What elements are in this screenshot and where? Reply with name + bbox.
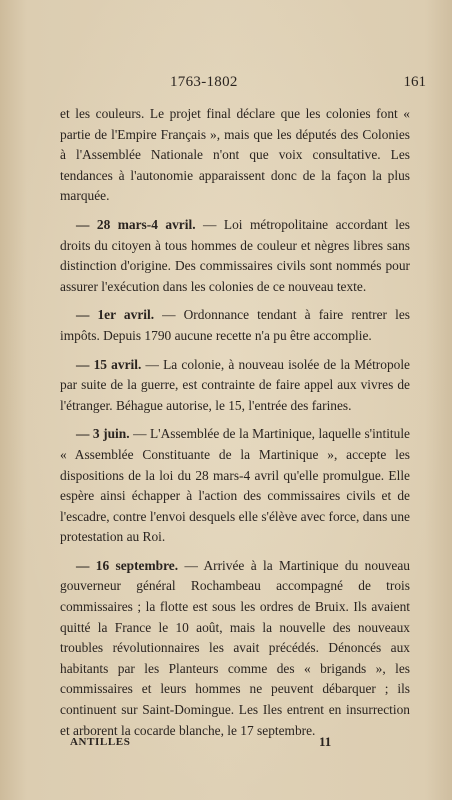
- entry-text: — Ordonnance tendant à faire rentrer les impôts. Depuis 1790 aucune recette n'a pu être accomplie.: [60, 307, 410, 343]
- entry-date: — 1er avril.: [76, 307, 155, 323]
- entry-text: — La colonie, à nouveau isolée de la Métropole par suite de la guerre, est contrainte de faire appel aux vivres de l'étranger. Béhague autorise, le 15, l'entrée des farines.: [60, 356, 410, 413]
- entry-text: — Loi métropolitaine accordant les droits du citoyen à tous hommes de couleur et nègres libres sans distinction d'origine. Des commissaires civils sont nommés pour assurer l'exécution dans les colonies de ce nouveau texte.: [60, 216, 410, 294]
- chronology-entry-1er-avril: [60, 305, 410, 346]
- entry-date: — 3 juin.: [76, 426, 130, 442]
- signature-label: ANTILLES: [70, 736, 131, 748]
- signature-mark: [60, 734, 410, 754]
- entry-date: — 15 avril.: [76, 356, 142, 372]
- chronology-entry-28-mars: [60, 215, 410, 297]
- chronology-entry-15-avril: [60, 355, 410, 417]
- entry-date: — 16 septembre.: [76, 557, 179, 573]
- entry-date: — 28 mars-4 avril.: [76, 216, 196, 232]
- entry-text: — L'Assemblée de la Martinique, laquelle s'intitule « Assemblée Constituante de la Martinique », accepte les dispositions de la loi du 28 mars-4 avril qu'elle promulgue. Elle espère ainsi échapper à l'action des commissaires civils et de l'escadre, contre l'envoi desquels elle s'élève avec force, dans une protestation au Roi.: [60, 426, 410, 545]
- running-header: [60, 74, 432, 96]
- chronology-entry-3-juin: [60, 424, 410, 548]
- paragraph-continuation: [60, 104, 410, 207]
- entry-text: — Arrivée à la Martinique du nouveau gouverneur général Rochambeau accompagné de trois commissaires ; la flotte est sous les ordres de Bruix. Ils avaient quitté la France le 10 août, mais la nouvelle des nouveaux troubles révolutionnaires les avait précédés. Dénoncés aux habitants par les Planteurs comme des « brigands », les commissaires et leurs hommes ne peuvent débarquer ; ils continuent sur Saint-Domingue. Les Iles entrent en insurrection et arborent la cocarde blanche, le 17 septembre.: [60, 557, 410, 738]
- paragraph-text: et les couleurs. Le projet final déclare que les colonies font « partie de l'Empire Français », mais que les députés des Colonies à l'Assemblée Nationale n'ont que voix consultative. Les tendances à l'autonomie apparaissent donc de la façon la plus marquée.: [60, 106, 410, 204]
- chronology-entry-16-septembre: [60, 556, 410, 741]
- body-text: [60, 104, 410, 749]
- signature-number: 11: [319, 734, 332, 749]
- running-title: 1763-1802: [170, 74, 238, 90]
- page-number: 161: [403, 74, 426, 90]
